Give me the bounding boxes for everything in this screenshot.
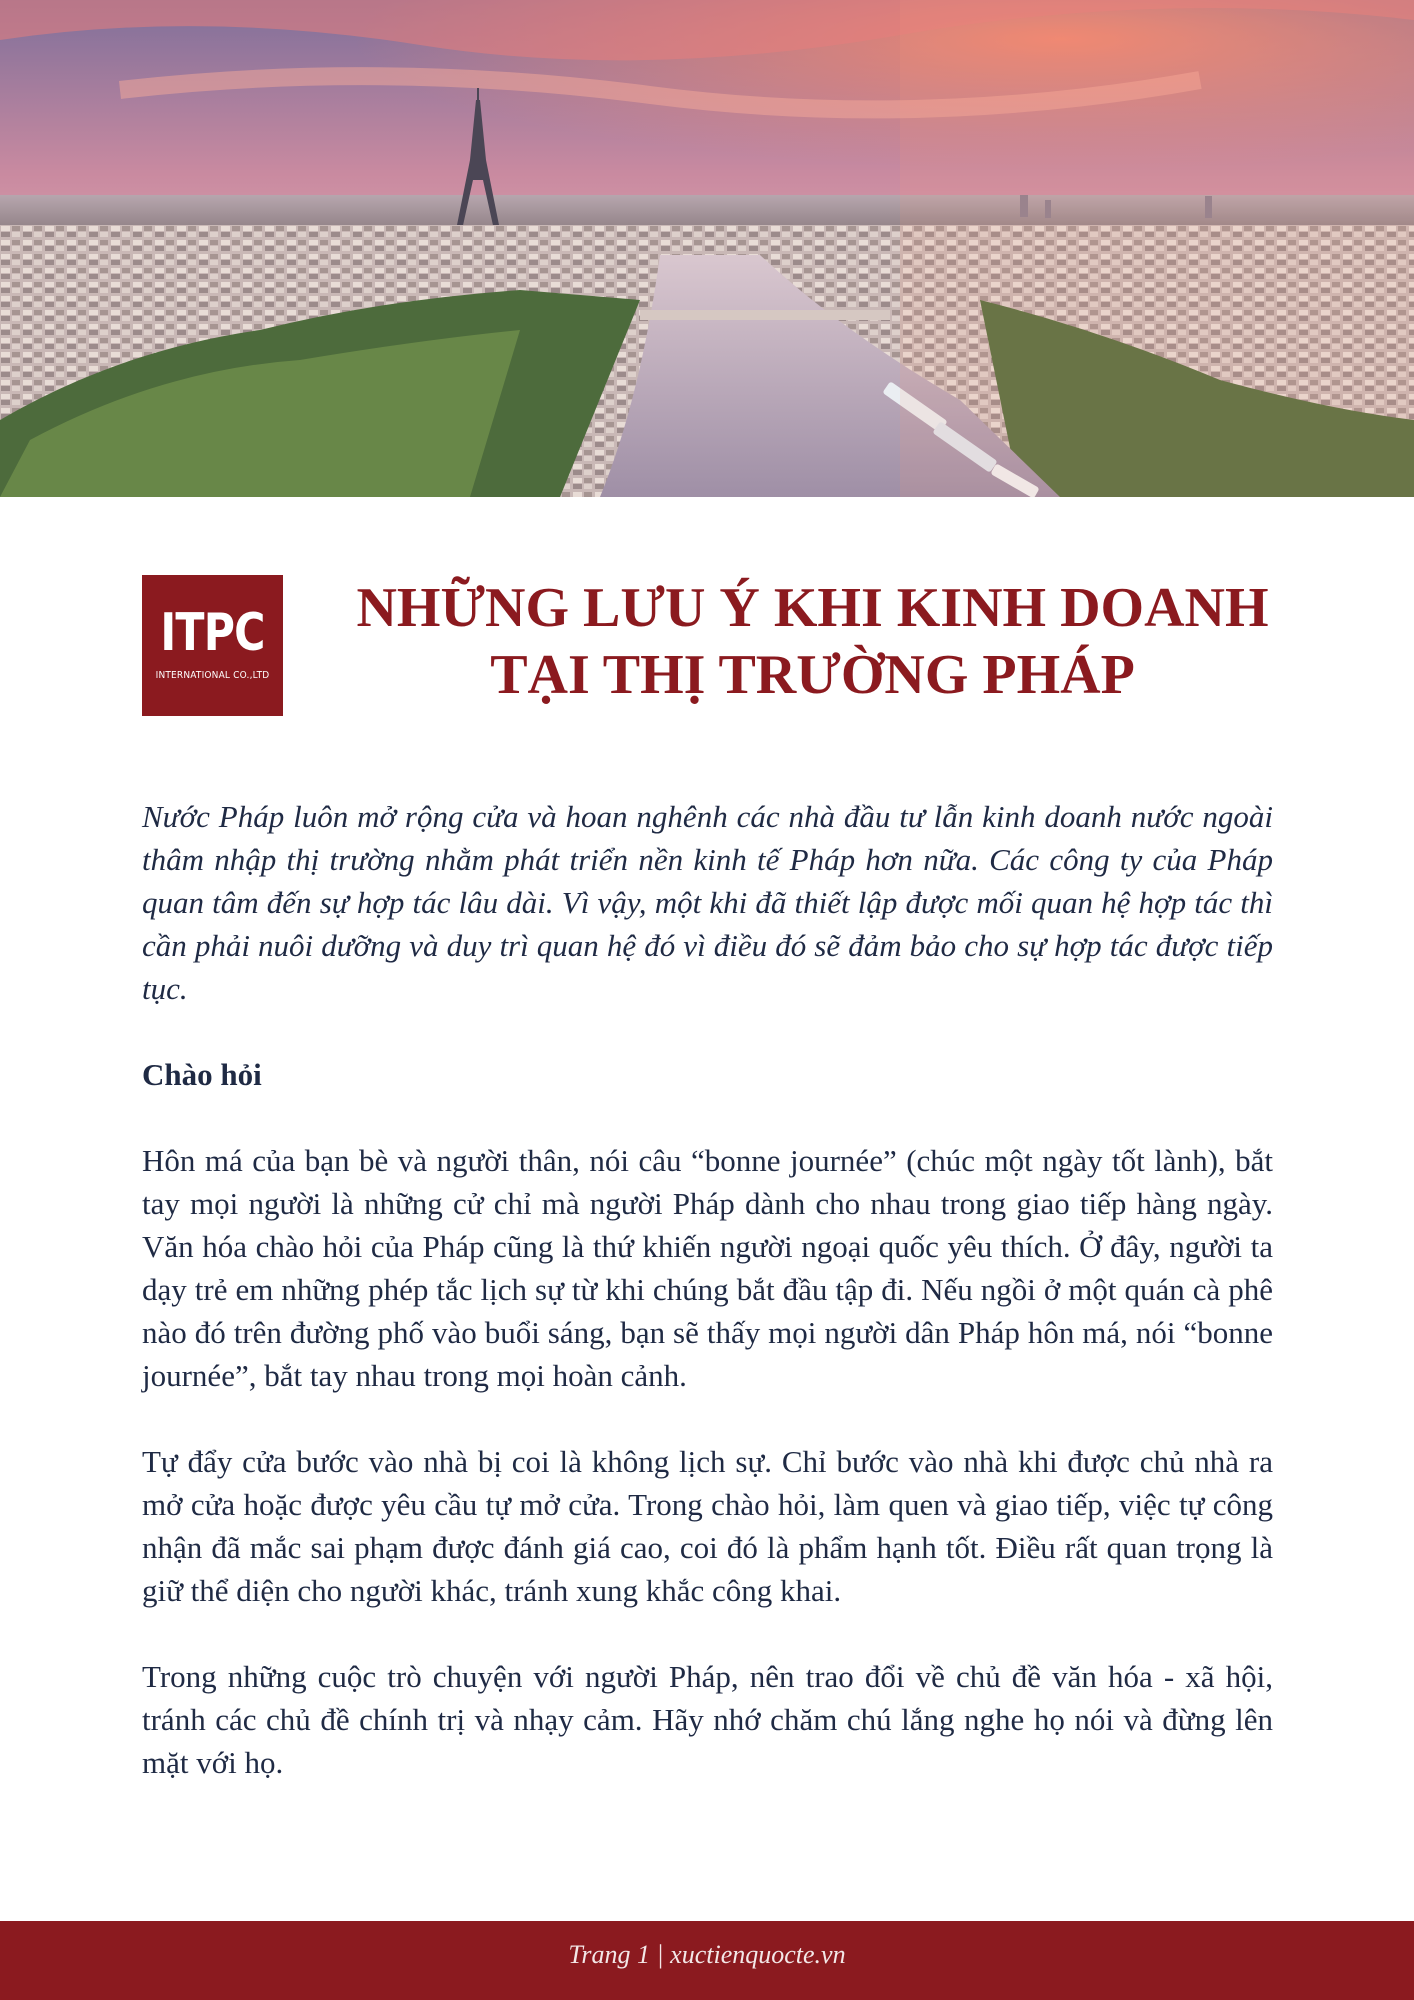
logo-sub-text: INTERNATIONAL CO.,LTD bbox=[155, 670, 270, 681]
body-paragraph: Tự đẩy cửa bước vào nhà bị coi là không lịch sự. Chỉ bước vào nhà khi được chủ nhà ra mở cửa hoặc được yêu cầu tự mở cửa. Trong chào hỏi, làm quen và giao tiếp, việc tự công nhận đã mắc sai phạm được đánh giá cao, coi đó là phẩm hạnh tốt. Điều rất quan trọng là giữ thể diện cho người khác, tránh xung khắc công khai. bbox=[142, 1444, 1273, 1608]
footer-text: Trang 1 | xuctienquocte.vn bbox=[568, 1940, 846, 1969]
hero-image bbox=[0, 0, 1414, 497]
section-heading: Chào hỏi bbox=[142, 1057, 262, 1092]
logo-main-text: ITPC bbox=[160, 603, 265, 663]
body-paragraph: Trong những cuộc trò chuyện với người Pháp, nên trao đổi về chủ đề văn hóa - xã hội, tránh các chủ đề chính trị và nhạy cảm. Hãy nhớ chăm chú lắng nghe họ nói và đừng lên mặt với họ. bbox=[142, 1659, 1273, 1780]
page-title bbox=[300, 575, 1325, 709]
intro-paragraph: Nước Pháp luôn mở rộng cửa và hoan nghênh các nhà đầu tư lẫn kinh doanh nước ngoài thâm nhập thị trường nhằm phát triển nền kinh tế Pháp hơn nữa. Các công ty của Pháp quan tâm đến sự hợp tác lâu dài. Vì vậy, một khi đã thiết lập được mối quan hệ hợp tác thì cần phải nuôi dưỡng và duy trì quan hệ đó vì điều đó sẽ đảm bảo cho sự hợp tác được tiếp tục. bbox=[142, 799, 1273, 1006]
article-body bbox=[142, 795, 1273, 1827]
title-line-1: NHỮNG LƯU Ý KHI KINH DOANH bbox=[356, 577, 1269, 639]
title-line-2: TẠI THỊ TRƯỜNG PHÁP bbox=[490, 644, 1135, 706]
page-footer bbox=[0, 1921, 1414, 2000]
body-paragraph: Hôn má của bạn bè và người thân, nói câu “bonne journée” (chúc một ngày tốt lành), bắt tay mọi người là những cử chỉ mà người Pháp dành cho nhau trong giao tiếp hàng ngày. Văn hóa chào hỏi của Pháp cũng là thứ khiến người ngoại quốc yêu thích. Ở đây, người ta dạy trẻ em những phép tắc lịch sự từ khi chúng bắt đầu tập đi. Nếu ngồi ở một quán cà phê nào đó trên đường phố vào buổi sáng, bạn sẽ thấy mọi người dân Pháp hôn má, nói “bonne journée”, bắt tay nhau trong mọi hoàn cảnh. bbox=[142, 1143, 1273, 1393]
itpc-logo bbox=[142, 575, 283, 716]
